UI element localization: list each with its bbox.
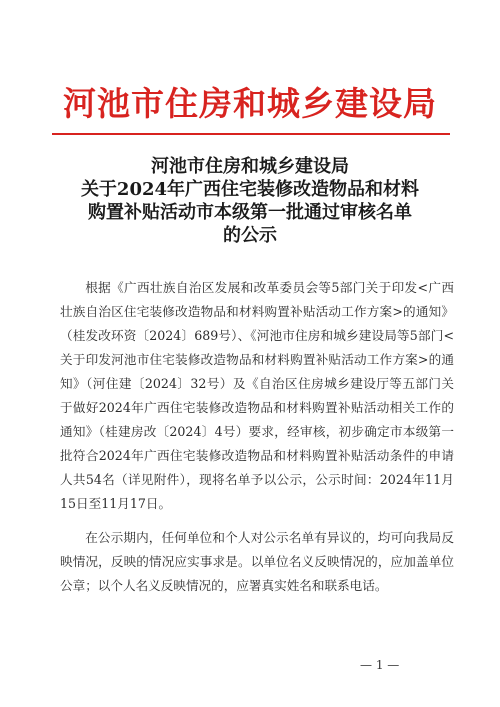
page-number: — 1 — — [360, 658, 400, 672]
masthead-title: 河池市住房和城乡建设局 — [63, 84, 437, 123]
title-line-2: 关于2024年广西住宅装修改造物品和材料 — [80, 179, 420, 200]
title-line-1: 河池市住房和城乡建设局 — [151, 156, 349, 177]
title-line-3: 购置补贴活动市本级第一批通过审核名单 — [88, 202, 412, 223]
body-paragraph-1: 根据《广西壮族自治区发展和改革委员会等5部门关于印发<广西壮族自治区住宅装修改造物品和材料购置补贴活动工作方案>的通知》（桂发改环资〔2024〕689号）、《河池市住房和城乡建设局等5部门<关于印发河池市住宅装修改造物品和材料购置补贴活动工作方案>的通知》（河住建〔2024〕32号）及《自治区住房城乡建设厅等五部门关于做好2024年广西住宅装修改造物品和材料购置补贴活动相关工作的通知》（桂建房改〔2024〕4号）要求，经审核，初步确定市本级第一批符合2024年广西住宅装修改造物品和材料购置补贴活动条件的申请人共54名（详见附件），现将名单予以公示，公示时间：2024年11月15日至11月17日。 — [60, 280, 454, 511]
red-divider-line — [52, 133, 450, 135]
body-paragraph-2: 在公示期内，任何单位和个人对公示名单有异议的，均可向我局反映情况，反映的情况应实事求是。以单位名义反映情况的，应加盖单位公章；以个人名义反映情况的，应署真实姓名和联系电话。 — [60, 530, 454, 593]
notice-body — [60, 276, 454, 608]
notice-title — [40, 155, 460, 247]
title-line-4: 的公示 — [223, 225, 277, 246]
